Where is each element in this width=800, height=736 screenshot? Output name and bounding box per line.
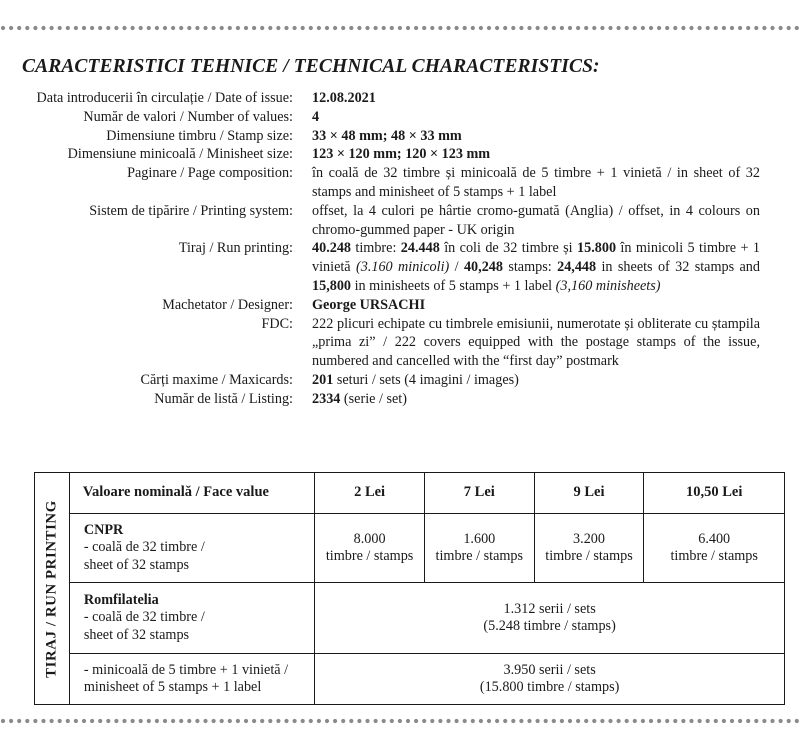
cnpr-cell-2-lei bbox=[315, 514, 425, 583]
cnpr-cell-9-lei bbox=[534, 514, 644, 583]
dotted-divider-top bbox=[0, 24, 800, 32]
run-text: in sheets of 32 stamps and bbox=[596, 259, 760, 276]
run-text: în minicoli 5 timbre + 1 vinietă bbox=[312, 240, 760, 276]
cell-unit: timbre / stamps bbox=[325, 548, 414, 564]
num-values-value: 4 bbox=[312, 108, 320, 125]
spec-label: Paginare / Page composition: bbox=[127, 165, 293, 182]
total-stamps: (5.248 timbre / stamps) bbox=[483, 618, 616, 634]
spec-value bbox=[312, 145, 760, 164]
cell-count: 8.000 bbox=[353, 530, 386, 547]
row-label-cnpr bbox=[69, 514, 314, 583]
spec-label: Cărți maxime / Maxicards: bbox=[140, 371, 293, 388]
spec-row-printing-system bbox=[0, 202, 800, 240]
value-header-7-lei: 7 Lei bbox=[424, 473, 534, 514]
row-subtitle: sheet of 32 stamps bbox=[83, 626, 190, 643]
row-subtitle: sheet of 32 stamps bbox=[83, 556, 190, 573]
minisheet-size-value: 123 × 120 mm; 120 × 123 mm bbox=[312, 146, 491, 163]
dotted-divider-bottom bbox=[0, 717, 800, 725]
table-row-romfilatelia bbox=[35, 583, 785, 654]
designer-value: George URSACHI bbox=[312, 296, 426, 313]
spec-label: Machetator / Designer: bbox=[162, 296, 293, 313]
spec-row-listing bbox=[0, 390, 800, 409]
spec-value bbox=[312, 127, 760, 146]
value-header-10-50-lei: 10,50 Lei bbox=[644, 473, 785, 514]
spec-row-stamp-size bbox=[0, 127, 800, 146]
run-text: în coli de 32 timbre și bbox=[439, 240, 578, 257]
total-sets: 3.950 serii / sets bbox=[503, 661, 596, 678]
run-printing-table bbox=[34, 472, 785, 705]
run-sheets-ro: 24.448 bbox=[400, 240, 440, 257]
row-title: CNPR bbox=[83, 521, 124, 538]
spec-label: FDC: bbox=[261, 315, 293, 332]
row-title: Romfilatelia bbox=[83, 591, 159, 608]
run-sheets-en: 24,448 bbox=[557, 259, 597, 276]
table-header-row bbox=[35, 473, 785, 514]
listing-number: 2334 bbox=[312, 390, 341, 407]
cell-count: 6.400 bbox=[698, 530, 731, 547]
side-label-cell bbox=[35, 473, 70, 705]
cell-unit: timbre / stamps bbox=[670, 548, 758, 564]
spec-row-page-composition bbox=[0, 164, 800, 202]
run-text: in minisheets of 5 stamps + 1 label bbox=[351, 277, 556, 294]
run-total-en: 40,248 bbox=[463, 259, 503, 276]
run-text: stamps: bbox=[502, 259, 558, 276]
spec-row-issue-date bbox=[0, 89, 800, 108]
printing-system-value: offset, la 4 culori pe hârtie cromo-gumată (Anglia) / offset, in 4 colours on chromo-gummed paper - UK origin bbox=[312, 202, 760, 238]
value-header-9-lei: 9 Lei bbox=[534, 473, 644, 514]
value-header-2-lei: 2 Lei bbox=[315, 473, 425, 514]
spec-row-minisheet-size bbox=[0, 145, 800, 164]
cnpr-cell-7-lei bbox=[424, 514, 534, 583]
spec-label: Dimensiune minicoală / Minisheet size: bbox=[67, 146, 293, 163]
row-label-minisheet bbox=[69, 654, 314, 705]
cell-unit: timbre / stamps bbox=[435, 548, 524, 564]
table-row-cnpr bbox=[35, 514, 785, 583]
spec-value bbox=[312, 371, 760, 390]
face-value-header: Valoare nominală / Face value bbox=[69, 473, 314, 514]
spec-row-num-values bbox=[0, 108, 800, 127]
cell-count: 1.600 bbox=[463, 530, 496, 547]
spec-row-maxicards bbox=[0, 371, 800, 390]
specs-list bbox=[0, 89, 800, 409]
cell-unit: timbre / stamps bbox=[545, 548, 633, 564]
spec-value bbox=[312, 89, 760, 108]
row-subtitle: - coală de 32 timbre / bbox=[83, 609, 205, 626]
spec-label: Tiraj / Run printing: bbox=[178, 240, 293, 257]
fdc-value: 222 plicuri echipate cu timbrele emisiunii, numerotate și obliterate cu ștampila „prima zi” / 222 covers equipped with the postage stamps of the issue, numbered and cancelled with the “first day” postmark bbox=[312, 315, 760, 370]
maxicards-count: 201 bbox=[312, 371, 334, 388]
stamp-size-value: 33 × 48 mm; 48 × 33 mm bbox=[312, 127, 462, 144]
total-sets: 1.312 serii / sets bbox=[503, 600, 596, 617]
run-text: timbre: bbox=[351, 240, 401, 257]
total-stamps: (15.800 timbre / stamps) bbox=[479, 679, 620, 695]
spec-value bbox=[312, 108, 760, 127]
run-minisheets-en: 15,800 bbox=[312, 277, 352, 294]
listing-detail: (serie / set) bbox=[340, 390, 407, 407]
run-printing-value bbox=[312, 239, 760, 295]
cell-count: 3.200 bbox=[573, 530, 605, 547]
spec-label: Sistem de tipărire / Printing system: bbox=[89, 202, 293, 219]
row-subtitle: - minicoală de 5 timbre + 1 vinietă / bbox=[83, 661, 289, 678]
section-heading: CARACTERISTICI TEHNICE / TECHNICAL CHARACTERISTICS: bbox=[22, 56, 600, 77]
issue-date-value: 12.08.2021 bbox=[312, 90, 376, 106]
page-composition-value: în coală de 32 timbre și minicoală de 5 timbre + 1 vinietă / in sheet of 32 stamps and minisheet of 5 stamps + 1 label bbox=[312, 165, 760, 200]
run-minisheet-count-en: (3,160 minisheets) bbox=[555, 277, 661, 294]
table-row-minisheet bbox=[35, 654, 785, 705]
spec-label: Data introducerii în circulație / Date of issue: bbox=[36, 90, 293, 106]
run-minisheets-ro: 15.800 bbox=[577, 240, 617, 257]
maxicards-detail: seturi / sets (4 imagini / images) bbox=[333, 371, 519, 388]
spec-row-designer bbox=[0, 296, 800, 315]
row-label-romfilatelia bbox=[69, 583, 314, 654]
spec-row-run-printing bbox=[0, 239, 800, 295]
row-subtitle: minisheet of 5 stamps + 1 label bbox=[83, 679, 262, 695]
spec-value bbox=[312, 296, 760, 315]
cnpr-cell-10-50-lei bbox=[644, 514, 785, 583]
spec-row-fdc bbox=[0, 315, 800, 371]
row-subtitle: - coală de 32 timbre / bbox=[83, 539, 205, 556]
romfilatelia-total-cell bbox=[315, 583, 785, 654]
spec-value bbox=[312, 390, 760, 409]
run-total-ro: 40.248 bbox=[312, 240, 352, 257]
spec-label: Dimensiune timbru / Stamp size: bbox=[106, 127, 293, 144]
side-label: TIRAJ / RUN PRINTING bbox=[43, 499, 60, 678]
run-text: / bbox=[449, 259, 464, 276]
minisheet-total-cell bbox=[315, 654, 785, 705]
spec-label: Număr de listă / Listing: bbox=[154, 390, 293, 407]
spec-label: Număr de valori / Number of values: bbox=[83, 108, 293, 125]
run-minisheet-count-ro: (3.160 minicoli) bbox=[356, 259, 450, 276]
